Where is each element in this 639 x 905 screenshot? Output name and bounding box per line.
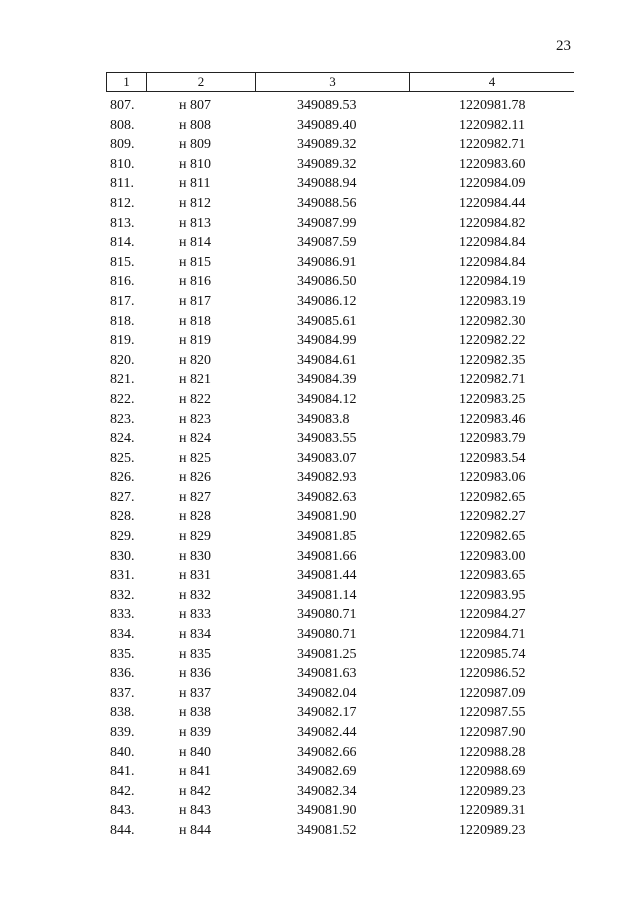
table-row [0, 331, 639, 351]
coord-x: 349086.50 [297, 274, 357, 290]
row-number: 831. [110, 568, 135, 584]
coord-y: 1220983.54 [459, 450, 526, 466]
coord-x: 349081.85 [297, 529, 357, 545]
row-number: 836. [110, 666, 135, 682]
point-id: н 829 [179, 529, 211, 545]
coord-x: 349082.34 [297, 783, 357, 799]
row-number: 813. [110, 215, 135, 231]
row-number: 810. [110, 156, 135, 172]
row-number: 832. [110, 587, 135, 603]
row-number: 811. [110, 176, 134, 192]
row-number: 814. [110, 235, 135, 251]
coord-x: 349083.55 [297, 431, 357, 447]
row-number: 823. [110, 411, 135, 427]
table-row [0, 370, 639, 390]
coord-y: 1220982.65 [459, 489, 526, 505]
table-row [0, 429, 639, 449]
coord-y: 1220983.60 [459, 156, 526, 172]
table-row [0, 723, 639, 743]
coord-x: 349081.90 [297, 509, 357, 525]
point-id: н 807 [179, 98, 211, 113]
point-id: н 835 [179, 646, 211, 662]
coord-y: 1220982.11 [459, 117, 525, 133]
coord-y: 1220981.78 [459, 98, 526, 113]
coord-x: 349082.63 [297, 489, 357, 505]
coord-y: 1220983.00 [459, 548, 526, 564]
coord-y: 1220984.09 [459, 176, 526, 192]
table-row [0, 527, 639, 547]
coord-y: 1220984.71 [459, 627, 526, 643]
row-number: 812. [110, 195, 135, 211]
coord-x: 349081.14 [297, 587, 357, 603]
point-id: н 832 [179, 587, 211, 603]
coord-x: 349082.17 [297, 705, 357, 721]
coord-x: 349087.59 [297, 235, 357, 251]
table-row [0, 96, 639, 116]
point-id: н 823 [179, 411, 211, 427]
coord-x: 349080.71 [297, 607, 357, 623]
row-number: 816. [110, 274, 135, 290]
row-number: 808. [110, 117, 135, 133]
point-id: н 808 [179, 117, 211, 133]
coord-y: 1220988.69 [459, 764, 526, 780]
point-id: н 839 [179, 725, 211, 740]
table-body [0, 96, 639, 841]
table-row [0, 586, 639, 606]
coord-x: 349086.91 [297, 254, 357, 270]
point-id: н 813 [179, 215, 211, 231]
header-col-3: 3 [256, 73, 410, 91]
point-id: н 836 [179, 666, 211, 682]
table-row [0, 272, 639, 292]
coord-y: 1220987.90 [459, 725, 526, 740]
coord-y: 1220987.55 [459, 705, 526, 721]
coord-x: 349081.44 [297, 568, 357, 584]
table-row [0, 253, 639, 273]
row-number: 827. [110, 489, 135, 505]
coord-x: 349083.07 [297, 450, 357, 466]
point-id: н 828 [179, 509, 211, 525]
coord-x: 349084.99 [297, 333, 357, 349]
table-row [0, 664, 639, 684]
table-row [0, 801, 639, 821]
table-row [0, 312, 639, 332]
coord-x: 349081.66 [297, 548, 357, 564]
row-number: 818. [110, 313, 135, 329]
row-number: 817. [110, 293, 135, 309]
coord-x: 349082.66 [297, 744, 357, 760]
table-row [0, 116, 639, 136]
table-header [106, 72, 574, 92]
table-row [0, 174, 639, 194]
table-row [0, 507, 639, 527]
coord-x: 349087.99 [297, 215, 357, 231]
table-row [0, 547, 639, 567]
point-id: н 840 [179, 744, 211, 760]
point-id: н 822 [179, 391, 211, 407]
coord-x: 349081.52 [297, 822, 357, 838]
coord-y: 1220982.22 [459, 333, 526, 349]
row-number: 837. [110, 685, 135, 701]
point-id: н 809 [179, 137, 211, 153]
point-id: н 819 [179, 333, 211, 349]
point-id: н 818 [179, 313, 211, 329]
table-row [0, 468, 639, 488]
point-id: н 824 [179, 431, 211, 447]
row-number: 828. [110, 509, 135, 525]
coord-x: 349080.71 [297, 627, 357, 643]
coord-y: 1220988.28 [459, 744, 526, 760]
point-id: н 820 [179, 352, 211, 368]
point-id: н 814 [179, 235, 211, 251]
page-number: 23 [556, 38, 571, 54]
table-row [0, 625, 639, 645]
coord-y: 1220985.74 [459, 646, 526, 662]
row-number: 809. [110, 137, 135, 153]
coord-y: 1220984.19 [459, 274, 526, 290]
coord-x: 349082.44 [297, 725, 357, 740]
table-row [0, 645, 639, 665]
point-id: н 812 [179, 195, 211, 211]
coord-x: 349084.61 [297, 352, 357, 368]
table-row [0, 566, 639, 586]
table-row [0, 605, 639, 625]
row-number: 842. [110, 783, 135, 799]
header-col-2: 2 [147, 73, 256, 91]
coord-x: 349085.61 [297, 313, 357, 329]
table-row [0, 762, 639, 782]
table-row [0, 351, 639, 371]
point-id: н 817 [179, 293, 211, 309]
coord-y: 1220982.65 [459, 529, 526, 545]
row-number: 844. [110, 822, 135, 838]
table-row [0, 135, 639, 155]
coord-y: 1220982.35 [459, 352, 526, 368]
table-row [0, 488, 639, 508]
coord-y: 1220983.25 [459, 391, 526, 407]
point-id: н 837 [179, 685, 211, 701]
coord-x: 349088.94 [297, 176, 357, 192]
coord-y: 1220984.27 [459, 607, 526, 623]
coord-x: 349089.40 [297, 117, 357, 133]
row-number: 826. [110, 470, 135, 486]
row-number: 835. [110, 646, 135, 662]
coord-x: 349083.8 [297, 411, 350, 427]
row-number: 807. [110, 98, 135, 113]
table-row [0, 684, 639, 704]
row-number: 819. [110, 333, 135, 349]
table-row [0, 194, 639, 214]
coord-y: 1220986.52 [459, 666, 526, 682]
coord-x: 349081.63 [297, 666, 357, 682]
row-number: 833. [110, 607, 135, 623]
coord-y: 1220983.19 [459, 293, 526, 309]
coord-y: 1220982.71 [459, 137, 526, 153]
table-row [0, 449, 639, 469]
coord-y: 1220982.71 [459, 372, 526, 388]
coord-x: 349089.32 [297, 137, 357, 153]
row-number: 843. [110, 803, 135, 819]
point-id: н 830 [179, 548, 211, 564]
coord-y: 1220982.27 [459, 509, 526, 525]
point-id: н 825 [179, 450, 211, 466]
point-id: н 834 [179, 627, 211, 643]
coord-x: 349084.39 [297, 372, 357, 388]
row-number: 815. [110, 254, 135, 270]
table-row [0, 214, 639, 234]
coord-y: 1220984.84 [459, 254, 526, 270]
coord-x: 349088.56 [297, 195, 357, 211]
point-id: н 844 [179, 822, 211, 838]
coord-x: 349082.69 [297, 764, 357, 780]
point-id: н 826 [179, 470, 211, 486]
row-number: 821. [110, 372, 135, 388]
coord-x: 349089.32 [297, 156, 357, 172]
table-row [0, 703, 639, 723]
point-id: н 843 [179, 803, 211, 819]
table-row [0, 390, 639, 410]
point-id: н 815 [179, 254, 211, 270]
coord-y: 1220984.84 [459, 235, 526, 251]
point-id: н 810 [179, 156, 211, 172]
table-row [0, 233, 639, 253]
coord-x: 349082.93 [297, 470, 357, 486]
table-row [0, 292, 639, 312]
coord-y: 1220989.31 [459, 803, 526, 819]
coord-y: 1220982.30 [459, 313, 526, 329]
coord-y: 1220983.46 [459, 411, 526, 427]
coord-x: 349082.04 [297, 685, 357, 701]
point-id: н 831 [179, 568, 211, 584]
row-number: 834. [110, 627, 135, 643]
row-number: 824. [110, 431, 135, 447]
table-row [0, 821, 639, 841]
point-id: н 821 [179, 372, 211, 388]
row-number: 825. [110, 450, 135, 466]
coord-y: 1220983.06 [459, 470, 526, 486]
header-col-1: 1 [107, 73, 147, 91]
point-id: н 816 [179, 274, 211, 290]
coord-x: 349081.25 [297, 646, 357, 662]
coord-y: 1220989.23 [459, 783, 526, 799]
coord-x: 349084.12 [297, 391, 357, 407]
row-number: 829. [110, 529, 135, 545]
row-number: 839. [110, 725, 135, 740]
coord-y: 1220989.23 [459, 822, 526, 838]
point-id: н 841 [179, 764, 211, 780]
coord-x: 349081.90 [297, 803, 357, 819]
row-number: 840. [110, 744, 135, 760]
coord-y: 1220983.65 [459, 568, 526, 584]
coord-x: 349086.12 [297, 293, 357, 309]
table-row [0, 782, 639, 802]
coord-y: 1220984.82 [459, 215, 526, 231]
row-number: 841. [110, 764, 135, 780]
table-row [0, 743, 639, 763]
row-number: 822. [110, 391, 135, 407]
point-id: н 827 [179, 489, 211, 505]
point-id: н 833 [179, 607, 211, 623]
header-col-4: 4 [488, 74, 496, 89]
coord-y: 1220987.09 [459, 685, 526, 701]
coord-x: 349089.53 [297, 98, 357, 113]
point-id: н 838 [179, 705, 211, 721]
coord-y: 1220983.95 [459, 587, 526, 603]
table-row [0, 410, 639, 430]
row-number: 830. [110, 548, 135, 564]
row-number: 820. [110, 352, 135, 368]
table-row [0, 155, 639, 175]
point-id: н 811 [179, 176, 211, 192]
row-number: 838. [110, 705, 135, 721]
point-id: н 842 [179, 783, 211, 799]
coord-y: 1220983.79 [459, 431, 526, 447]
coord-y: 1220984.44 [459, 195, 526, 211]
